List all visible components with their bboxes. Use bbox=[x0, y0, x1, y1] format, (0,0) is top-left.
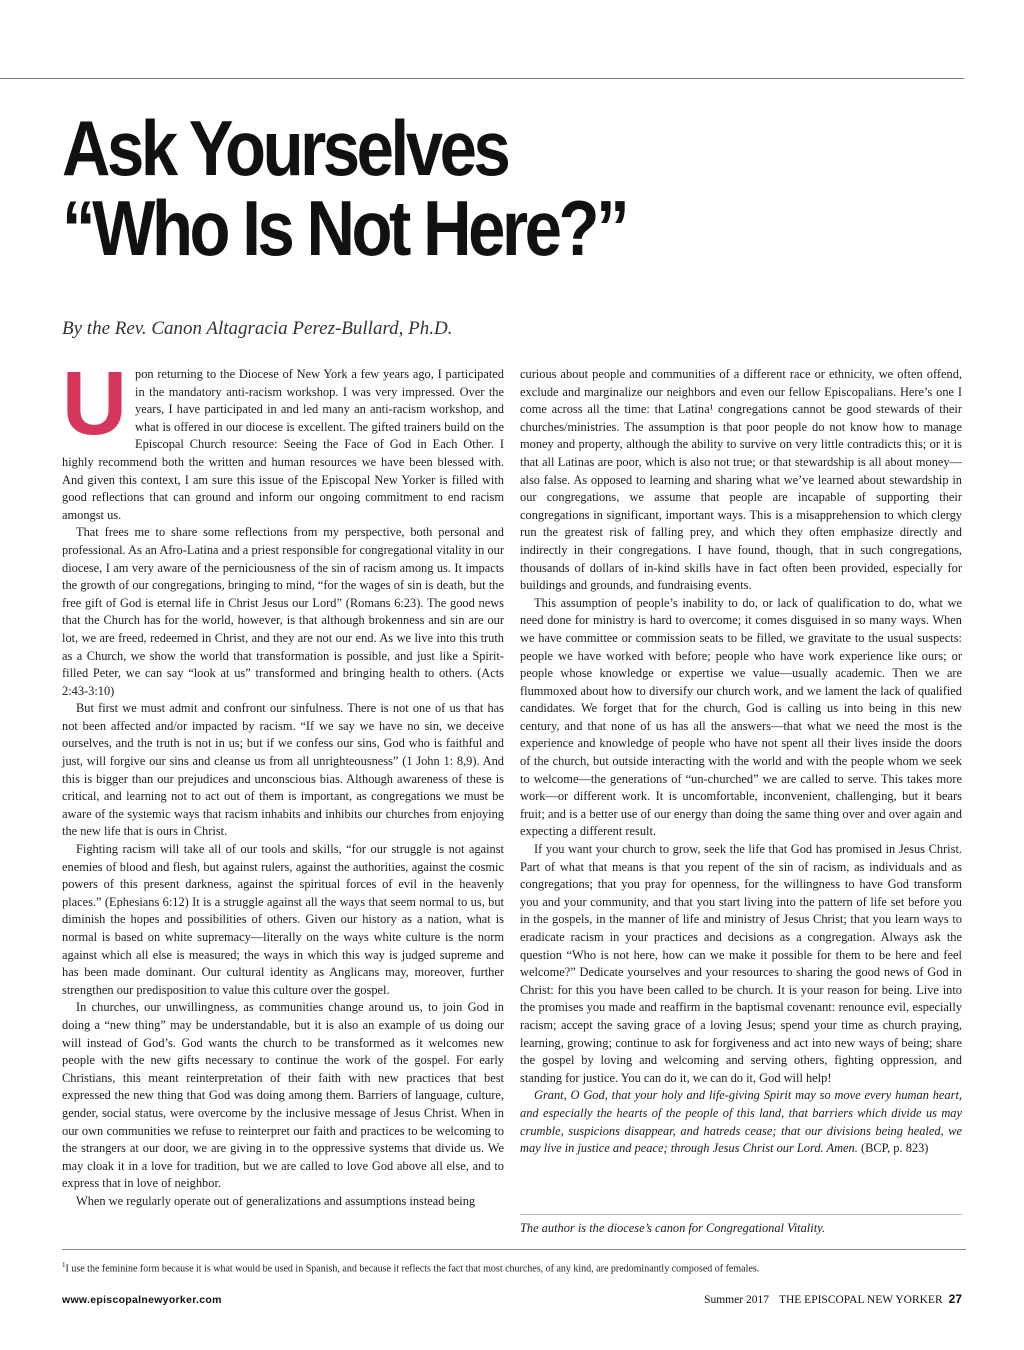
paragraph: In churches, our unwillingness, as communities change around us, to join God in doing a “new thing” may be understandable, but it is also an example of us doing our will instead of God’s. God wants the church to be transformed as it welcomes new people with the new gifts necessary to continue the work of the gospel. For early Christians, this meant reinterpretation of their faith with new practices that best expressed the new thing that God was doing among them. Barriers of language, culture, gender, social status, were overcome by the inclusive message of Jesus Christ. When in our own communities we refuse to reinterpret our faith and practices to be welcoming to the strangers at our door, we are giving in to the oppressive systems that divide us. We may cloak it in a love for tradition, but we are called to love God above all else, and to express that in love of neighbor. bbox=[62, 1000, 504, 1191]
drop-cap: U bbox=[62, 354, 127, 454]
left-column bbox=[62, 354, 504, 1211]
prayer-paragraph bbox=[520, 1087, 962, 1157]
paragraph-text: pon returning to the Diocese of New York a few years ago, I participated in the mandatory anti-racism workshop. I was very impressed. Over the years, I have participated in and led many an anti-racism workshop, and what is offered in our diocese is excellent. The gifted trainers build on the Episcopal Church resource: Seeing the Face of God in Each Other. I highly recommend both the written and human resources we have been blessed with. And given this context, I am sure this issue of the Episcopal New Yorker is filled with good reflections that can ground and inform our ongoing commitment to end racism amongst us. bbox=[62, 367, 504, 522]
prayer-citation: (BCP, p. 823) bbox=[857, 1141, 929, 1156]
right-column bbox=[520, 366, 962, 1158]
footnote-rule bbox=[62, 1249, 966, 1250]
prayer-text: Grant, O God, that your holy and life-giving Spirit may so move every human heart, and especially the hearts of the people of this land, that barriers which divide us may crumble, suspicions disappear, and hatreds cease; that our divisions being healed, we may live in justice and peace; through Jesus Christ our Lord. Amen. bbox=[520, 1088, 962, 1156]
footnote bbox=[62, 1261, 966, 1274]
paragraph: Fighting racism will take all of our tools and skills, “for our struggle is not against enemies of blood and flesh, but against rulers, against the authorities, against the cosmic powers of this present darkness, against the spiritual forces of evil in the heavenly places.” (Ephesians 6:12) It is a struggle against all the ways that seem normal to us, but diminish the hopes and possibilities of others. Given our history as a nation, what is normal is based on white supremacy—literally on the ways white culture is the norm against which all else is measured; the ways in which this way is judged supreme and has been made dominant. Our cultural identity as Anglicans may, moreover, further strengthen our predisposition to value this culture over the gospel. bbox=[62, 842, 504, 997]
author-note: The author is the diocese’s canon for Congregational Vitality. bbox=[520, 1221, 826, 1235]
footnote-mark: 1 bbox=[62, 1261, 66, 1269]
paragraph bbox=[62, 354, 504, 524]
page-number: 27 bbox=[948, 1292, 962, 1306]
footnote-text: I use the feminine form because it is what would be used in Spanish, and because it reflects the fact that most churches, of any kind, are predominantly composed of females. bbox=[65, 1263, 760, 1275]
paragraph: curious about people and communities of a different race or ethnicity, we often offend, exclude and marginalize our neighbors and even our fellow Episcopalians. Here’s one I come across all the time: that Latina¹ congregations cannot be good stewards of their churches/ministries. The assumption is that poor people do not know how to manage money and property, although the ability to survive on very little contradicts this; or it is that all Latinas are poor, which is also not true; or that stewardship is all about money—also false. As opposed to learning and sharing what we’ve learned about stewardship in our congregations, we assume that people are incapable of supporting their congregations in significant, important ways. This is a misapprehension to which clergy run the greatest risk of falling prey, and which they often emphasize directly and indirectly in their congregations. I have found, though, that in such congregations, thousands of dollars of in-kind skills have in fact often been provided, especially for buildings and grounds, and fundraising events. bbox=[520, 367, 962, 593]
footer-season: Summer 2017 bbox=[704, 1294, 769, 1306]
footer-folio bbox=[704, 1292, 962, 1306]
paragraph: This assumption of people’s inability to do, or lack of qualification to do, what we need done for ministry is hard to overcome; it comes disguised in so many ways. When we have committee or commission seats to be filled, we gravitate to the usual suspects: people we have worked with before; people who have work experience like ours; or people whose knowledge or expertise we value—usually academic. Then we are flummoxed about how to diversify our church work, and we lament the lack of qualified candidates. We forget that for the church, God is calling us into being in this new century, and that none of us has all the answers—that what we need the most is the experience and knowledge of people who have not spent all their lives inside the doors of the church, but outside interacting with the world and with the people whom we seek to welcome—the generations of “un-churched” we are called to serve. This takes more work—or different work. It is uncomfortable, inconvenient, challenging, but it bears fruit; and is a better use of our energy than doing the same thing over and over again and expecting a different result. bbox=[520, 595, 962, 839]
byline: By the Rev. Canon Altagracia Perez-Bullard, Ph.D. bbox=[62, 318, 453, 339]
article-headline bbox=[62, 104, 819, 272]
headline-line-1: Ask Yourselves bbox=[62, 104, 508, 192]
paragraph: That frees me to share some reflections from my perspective, both personal and professional. As an Afro-Latina and a priest responsible for congregational vitality in our diocese, I am very aware of the perniciousness of the sin of racism among us. It impacts the growth of our congregations, bringing to mind, “for the wages of sin is death, but the free gift of God is eternal life in Christ Jesus our Lord” (Romans 6:23). The good news that the Church has for the world, however, is that although brokenness and sin are our lot, we are freed, redeemed in Christ, and they are not our end. As we live into this truth as a Church, we show the world that transformation is possible, and just like a Spirit-filled Peter, we can say “look at us” transformed and bringing health to others. (Acts 2:43-3:10) bbox=[62, 525, 504, 698]
paragraph: If you want your church to grow, seek the life that God has promised in Jesus Christ. Part of what that means is that you repent of the sin of racism, as individuals and as congregations; that you pray for openness, for the willingness to have God transform you and your community, and that you start living into the pattern of life set before you in the gospels, in the manner of life and ministry of Jesus Christ; that you learn ways to eradicate racism in your practices and decisions as a congregation. Always ask the question “Who is not here, how can we make it possible for them to be here and feel welcome?” Dedicate yourselves and your resources to sharing the good news of God in Christ: for this you have been called to be church. It is your reason for being. Live into the promises you made and reaffirm in the baptismal covenant: renounce evil, especially racism; accept the saving grace of a loving Jesus; spend your time as church praying, learning, growing; continue to ask for forgiveness and act into new ways of being; share the gospel by loving and welcoming and serving others, fighting oppression, and standing for justice. You can do it, we can do it, God will help! bbox=[520, 842, 962, 1085]
paragraph: But first we must admit and confront our sinfulness. There is not one of us that has not been affected and/or impacted by racism. “If we say we have no sin, we deceive ourselves, and the truth is not in us; but if we confess our sins, God who is faithful and just, will forgive our sins and cleanse us from all unrighteousness” (1 John 1: 8,9). And this is bigger than our prejudices and unconscious bias. Although awareness of these is critical, and learning not to act out of them is important, as congregations we must be aware of the systemic ways that racism inhabits and inhibits our churches from enjoying the new life that is ours in Christ. bbox=[62, 701, 504, 839]
footer-publication: THE EPISCOPAL NEW YORKER bbox=[778, 1294, 943, 1306]
headline-line-2: “Who Is Not Here?” bbox=[62, 184, 627, 272]
author-note-rule bbox=[520, 1214, 962, 1215]
top-rule bbox=[0, 78, 964, 79]
footer-website-link[interactable]: www.episcopalnewyorker.com bbox=[62, 1294, 222, 1306]
paragraph: When we regularly operate out of generalizations and assumptions instead being bbox=[76, 1193, 476, 1208]
